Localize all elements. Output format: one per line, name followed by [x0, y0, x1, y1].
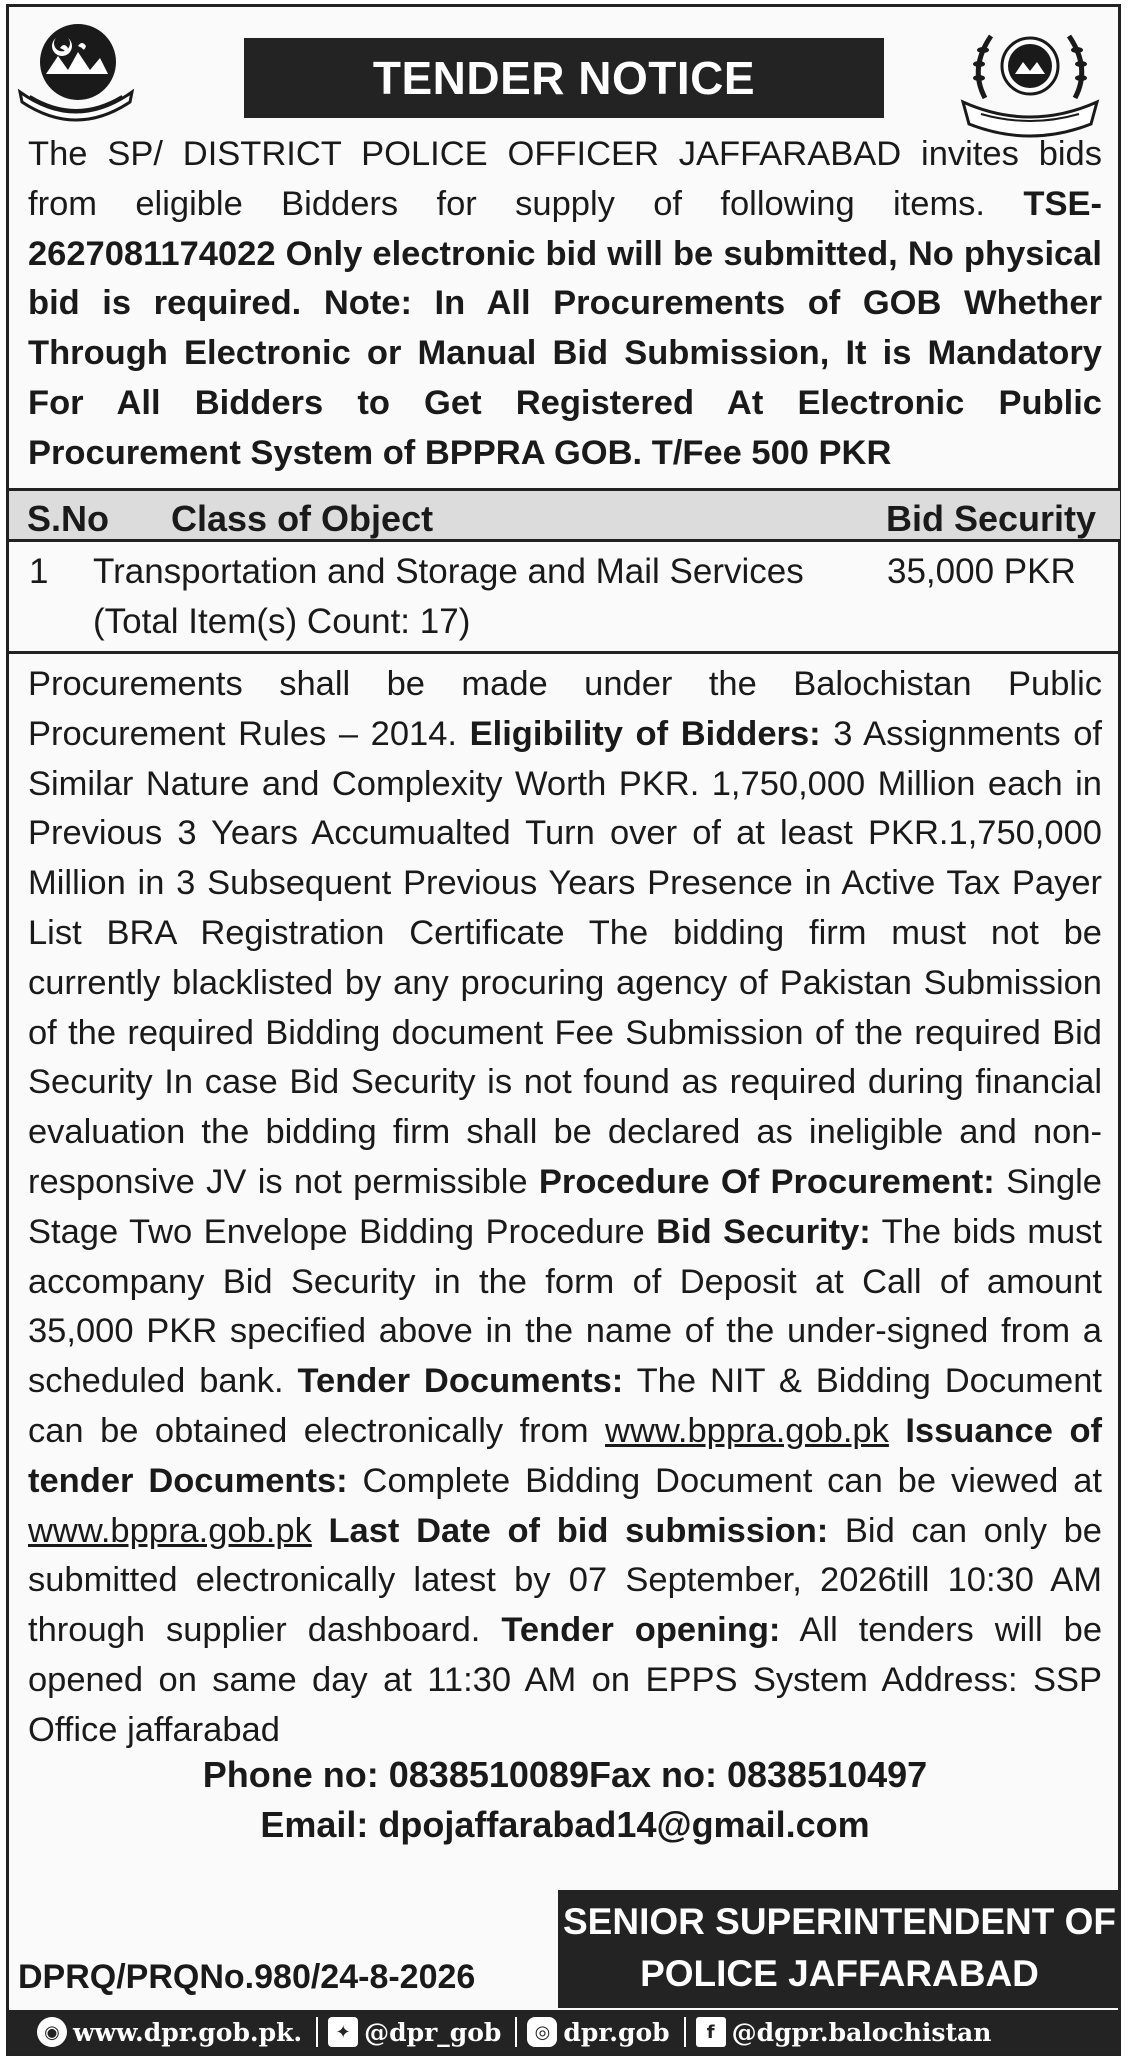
- row-object-line2: (Total Item(s) Count: 17): [93, 602, 471, 641]
- header-class-of-object: Class of Object: [171, 498, 434, 539]
- divider: [684, 2017, 686, 2047]
- header-sno: S.No: [27, 498, 110, 539]
- procedure-heading: Procedure Of Procurement:: [538, 1162, 995, 1201]
- row-sno: 1: [29, 552, 49, 591]
- bppra-link[interactable]: www.bppra.gob.pk: [28, 1511, 312, 1550]
- body-text: Bid can only be submitted electronically latest by 07 September, 2026till 10:30 AM through supplier dashboard.: [28, 1511, 1102, 1650]
- dgpr-emblem-logo: [955, 20, 1105, 138]
- body-text: Procurements shall be made under the Balochistan Public Procurement Rules – 2014.: [28, 665, 1102, 753]
- footer-bar: [9, 2010, 1120, 2054]
- twitter-icon: ✦: [328, 2017, 358, 2047]
- tender-opening-heading: Tender opening:: [501, 1611, 781, 1650]
- footer-instagram[interactable]: dpr.gob: [563, 2017, 670, 2047]
- last-date-heading: Last Date of bid submission:: [311, 1511, 829, 1550]
- intro-paragraph: [28, 130, 1102, 479]
- body-text: The bids must accompany Bid Security in the form of Deposit at Call of amount 35,000 PKR specified above in the name of the under-signed from a scheduled bank.: [28, 1212, 1102, 1401]
- header-bid-security: Bid Security: [886, 498, 1097, 539]
- items-table-header: [9, 488, 1120, 542]
- instagram-icon: ◎: [527, 2017, 557, 2047]
- reference-number: DPRQ/PRQNo.980/24-8-2026: [18, 1958, 476, 1996]
- phone-fax-line: Phone no: 0838510089Fax no: 0838510497: [202, 1754, 928, 1795]
- eligibility-heading: Eligibility of Bidders:: [469, 714, 821, 753]
- body-text: The NIT & Bidding Document can be obtained electronically from: [28, 1362, 1103, 1450]
- intro-text: The SP/ DISTRICT POLICE OFFICER JAFFARABAD invites bids from eligible Bidders for supply of following items.: [28, 135, 1102, 223]
- row-bid-security: 35,000 PKR: [887, 552, 1076, 591]
- globe-icon: ◉: [37, 2017, 67, 2047]
- table-row: [9, 542, 1120, 654]
- divider: [316, 2017, 318, 2047]
- footer-facebook[interactable]: @dgpr.balochistan: [731, 2017, 992, 2047]
- bppra-link[interactable]: www.bppra.gob.pk: [605, 1411, 889, 1450]
- intro-bold-text: TSE-2627081174022 Only electronic bid will be submitted, No physical bid is required. Note: In All Procurements of GOB Whether Through Electronic or Manual Bid Submission, It is Mandatory For All Bidders to Get Registered At Electronic Public Procurement System of BPPRA GOB. T/Fee 500 PKR: [28, 184, 1102, 472]
- body-text: Single Stage Two Envelope Bidding Procedure: [28, 1162, 1102, 1251]
- signature-line1: SENIOR SUPERINTENDENT OF: [563, 1901, 1116, 1942]
- signature-line2: POLICE JAFFARABAD: [640, 1953, 1039, 1994]
- body-text: Complete Bidding Document can be viewed at: [347, 1461, 1102, 1500]
- footer-website[interactable]: www.dpr.gob.pk.: [73, 2017, 303, 2047]
- tender-documents-heading: Tender Documents:: [297, 1362, 624, 1401]
- conditions-paragraph: [28, 660, 1102, 1756]
- body-text: All tenders will be opened on same day at 11:30 AM on EPPS System Address: SSP Office jaffarabad: [28, 1611, 1103, 1749]
- signature-block: [558, 1890, 1121, 2008]
- balochistan-emblem-logo: [16, 18, 136, 130]
- email-line: Email: dpojaffarabad14@gmail.com: [260, 1804, 870, 1845]
- body-text: 3 Assignments of Similar Nature and Complexity Worth PKR. 1,750,000 Million each in Previous 3 Years Accumualted Turn over of at least PKR.1,750,000 Million in 3 Subsequent Previous Years Presence in Active Tax Payer List BRA Registration Certificate The bidding firm must not be currently blacklisted by any procuring agency of Pakistan Submission of the required Bidding document Fee Submission of the required Bid Security In case Bid Security is not found as required during financial evaluation the bidding firm shall be declared as ineligible and non-responsive JV is not permissible: [28, 714, 1102, 1201]
- bid-security-heading: Bid Security:: [656, 1212, 871, 1251]
- divider: [515, 2017, 517, 2047]
- tender-notice-title: TENDER NOTICE: [244, 38, 884, 118]
- footer-twitter[interactable]: @dpr_gob: [364, 2017, 502, 2047]
- row-object-line1: Transportation and Storage and Mail Services: [93, 552, 804, 591]
- facebook-icon: f: [696, 2017, 726, 2047]
- issuance-heading: Issuance of tender Documents:: [28, 1411, 1103, 1500]
